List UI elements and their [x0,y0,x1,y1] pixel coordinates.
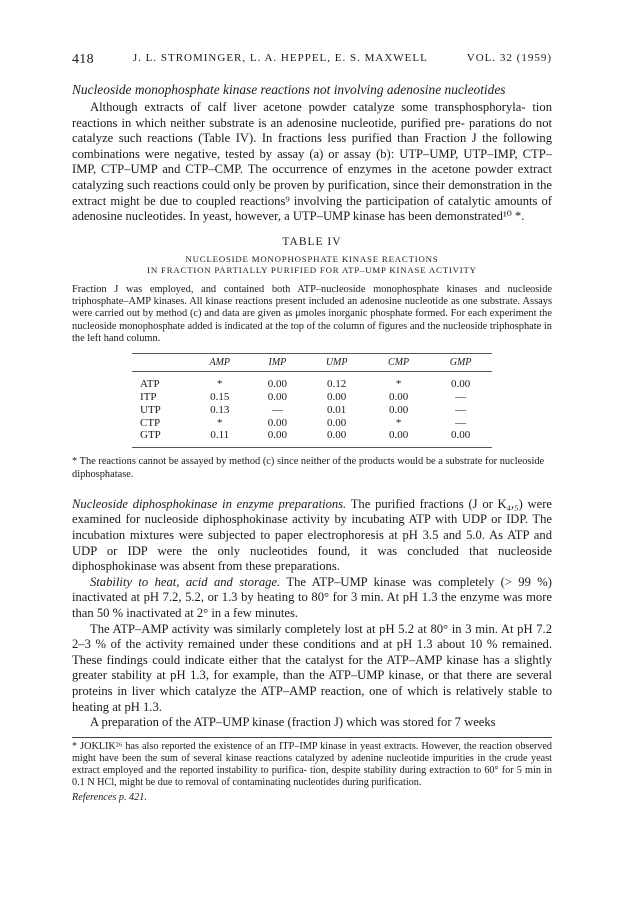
column-header: IMP [250,354,306,372]
references-note: References p. 421. [72,791,147,803]
table-cell: * [395,378,402,391]
column-header: GMP [429,354,492,372]
column-header: AMP [190,354,250,372]
table-row [132,417,492,430]
row-label: ATP [140,378,160,391]
table-cell: 0.00 [327,391,347,404]
data-table [132,353,492,448]
table-cell: 0.12 [327,378,347,391]
table-cell: 0.00 [388,391,409,404]
row-label: GTP [132,429,190,447]
running-authors: J. L. STROMINGER, L. A. HEPPEL, E. S. MAXWELL [132,52,428,64]
footnote-divider [72,737,552,738]
table-cell: 0.13 [210,403,230,416]
paragraph [72,497,552,575]
table-cell: 0.00 [368,429,429,447]
table-cell: 0.00 [267,378,288,391]
table-cell: * [217,416,223,429]
paragraph: Although extracts of calf liver acetone powder catalyze some transphosphoryla- tion reactions in which neither substrate is an adenosine nucleotide, purified pre- parations do not catalyze such reactions (Table IV). In fractions less purified than Fraction J the following combinations were negative, tested by assay (a) or assay (b): UTP–UMP, UTP–IMP, CTP–IMP, CTP–UMP and CTP–CMP. The occurrence of enzymes in the acetone powder extract catalyzing such reactions could only be proven by purification, since their demonstration in the extract might be due to coupled reactions⁹ involving the participation of catalytic amounts of adenosine nucleotides. In yeast, however, a UTP–UMP kinase has been demonstrated¹⁰ *. [72,100,552,224]
section-heading: Stability to heat, acid and storage. [90,574,281,589]
volume-info: VOL. 32 (1959) [466,52,552,64]
table-label: TABLE IV [282,235,342,248]
table-cell: — [271,403,283,416]
table-cell: 0.00 [429,429,492,447]
table-cell: 0.15 [210,391,230,404]
section-heading: Nucleoside diphosphokinase in enzyme preparations. [72,496,347,511]
table-title-line2: IN FRACTION PARTIALLY PURIFIED FOR ATP–UMP KINASE ACTIVITY [147,264,477,275]
table-cell: — [455,416,467,429]
table-cell: 0.00 [267,416,288,429]
table-cell: 0.00 [267,391,288,404]
paragraph-text: The purified fractions (J or K₄,₅) were examined for nucleoside diphosphokinase activity by incubating ATP with UDP or IDP. The incubation mixtures were subjected to paper electrophoresis at pH 3.5 and 5.0. As ATP and UDP or IDP were the only nucleotides found, it was concluded that nucleoside diphosphokinase was absent from these preparations. [72,496,552,574]
column-header: CMP [368,354,429,372]
table-row [132,404,492,417]
table-cell: 0.00 [305,429,368,447]
paragraph: The ATP–AMP activity was similarly completely lost at pH 5.2 at 80° in 3 min. At pH 7.2 2–3 % of the activity remained under these conditions and at pH 1.3 about 10 % remained. These findings could indicate either that the catalyst for the ATP–AMP kinase has a slightly greater stability at pH 1.3, for example, than the ATP–UMP kinase, or that there are several proteins in liver which catalyze the ATP–AMP reaction, one of which is relatively stable to heating at pH 1.3. [72,621,552,714]
table-row [132,429,492,447]
table-cell: 0.00 [450,378,471,391]
table-cell: 0.00 [327,416,347,429]
table-header-row [132,354,492,372]
paragraph [72,575,552,622]
table-cell: * [395,416,402,429]
table-description: Fraction J was employed, and contained both ATP–nucleoside monophosphate kinases and nucleoside triphosphate–AMP kinases. All kinase reactions present included an adenosine nucleotide as one substrate. Assays were carried out by method (c) and data are given as μmoles inorganic phosphate formed. For each experiment the nucleoside monophosphate added is indicated at the top of the column of figures and the nucleoside triphosphate in the left hand column. [72,283,552,344]
running-header [72,52,552,68]
table-title-line1: NUCLEOSIDE MONOPHOSPHATE KINASE REACTIONS [185,253,439,264]
table-cell: 0.01 [327,403,347,416]
page-number: 418 [72,52,94,67]
spacer [72,481,552,497]
row-label: CTP [140,416,161,429]
table-cell: — [455,391,467,404]
table-row [132,391,492,404]
table-cell: 0.00 [250,429,306,447]
table-cell: * [217,378,223,391]
table-footnote: * The reactions cannot be assayed by method (c) since neither of the products would be a substrate for nucleoside diphosphatase. [72,456,545,480]
paragraph: A preparation of the ATP–UMP kinase (fraction J) which was stored for 7 weeks [90,715,496,730]
row-label: ITP [140,391,157,404]
table-corner [132,354,190,372]
page [72,52,552,803]
table-cell: 0.00 [388,403,409,416]
table-row [132,372,492,391]
paragraph-text: The ATP–UMP kinase was completely (> 99 %) inactivated at pH 7.2, 5.2, or 1.3 by heating to 80° for 3 min. At pH 1.3 the enzyme was more than 50 % inactivated at 2° in a few minutes. [72,574,552,620]
column-header: UMP [305,354,368,372]
section-title: Nucleoside monophosphate kinase reactions not involving adenosine nucleotides [72,82,506,97]
table-cell: 0.11 [190,429,250,447]
page-footnote: * JOKLIK²⁶ has also reported the existence of an ITP–IMP kinase in yeast extracts. However, the reaction observed might have been the sum of several kinase reactions catalyzed by adenine nucleotide impurities in the crude yeast extract employed and the reported instability to purifica- tion, despite stability during extraction to 60° for 5 min in 0.1 N HCl, might be due to removal of contaminating nucleotides during purification. [72,740,552,788]
row-label: UTP [140,403,161,416]
table-cell: — [455,403,467,416]
